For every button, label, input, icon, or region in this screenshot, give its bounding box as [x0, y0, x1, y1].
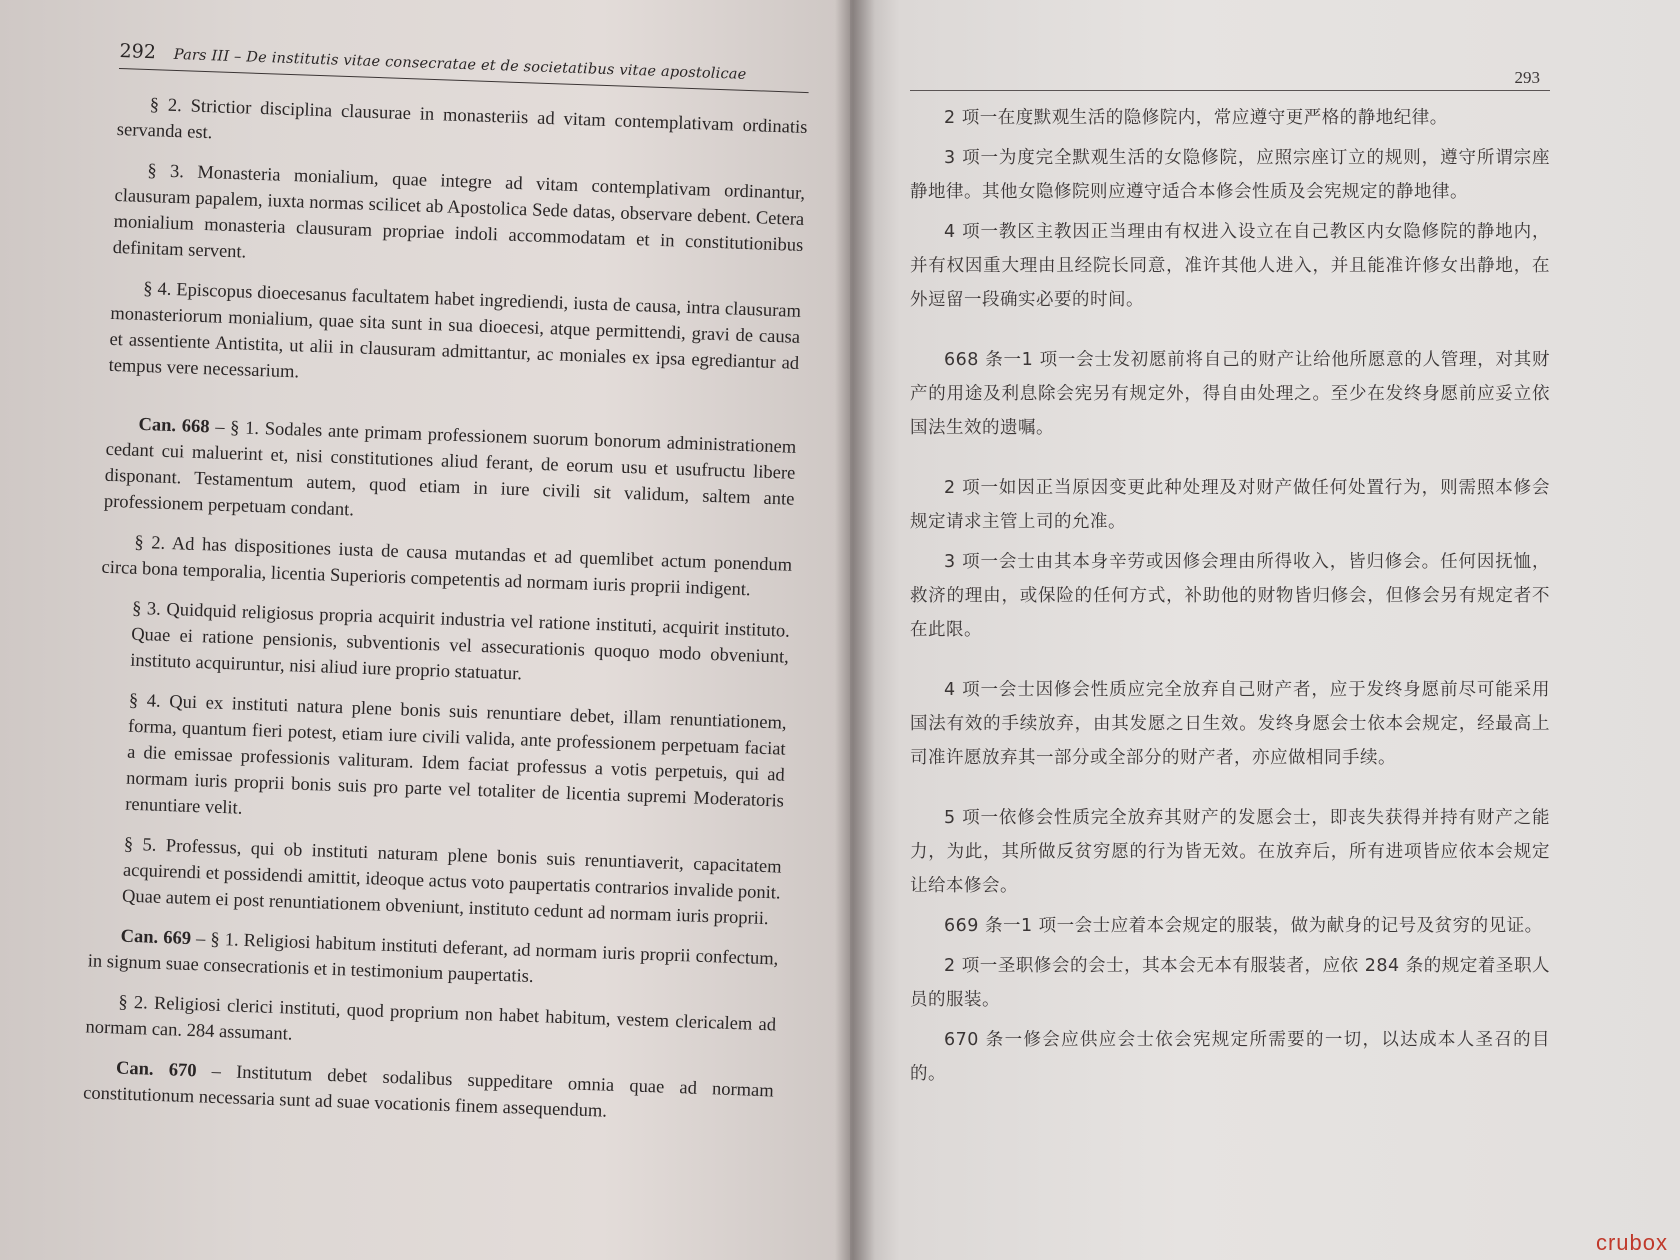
latin-paragraph: § 4. Episcopus dioecesanus facultatem habet ingrediendi, iusta de causa, intra clausuram monasteriorum monialium, quae sita sunt in sua dioecesi, atque permittendi, gravi de causa et assentiente Antistita, ut alii in clausuram admittantur, ac moniales ex ipsa egrediantur ad tempus vere necessarium. [108, 278, 802, 383]
chinese-text [910, 101, 1550, 1091]
latin-text [83, 91, 808, 1130]
chinese-paragraph: 4 项一教区主教因正当理由有权进入设立在自己教区内女隐修院的静地内，并有权因重大理由且经院长同意，准许其他人进入，并且能准许修女出静地，在外逗留一段确实必要的时间。 [910, 222, 1550, 310]
latin-paragraph: § 3. Monasteria monialium, quae integre ad vitam contemplativam ordinantur, clausuram papalem, iuxta normas scilicet ab Apostolica Sede datas, observare debent. Cetera monialium monasteria clausuram propriae indoli accommodatam et in constitutionibus definitam servent. [112, 161, 806, 263]
canon-668-label: Can. 668 [138, 414, 210, 438]
canon-669-paragraph-1 [87, 922, 778, 998]
canon-670-paragraph [83, 1054, 774, 1130]
left-page-content [82, 40, 809, 1144]
chinese-paragraph: 668 条一1 项一会士发初愿前将自己的财产让给他所愿意的人管理，对其财产的用途及利息除会宪另有规定外，得自由处理之。至少在发终身愿前应妥立依国法生效的遗嘱。 [910, 350, 1550, 438]
chinese-paragraph: 3 项一会士由其本身辛劳或因修会理由所得收入，皆归修会。任何因抚恤，救济的理由，或保险的任何方式，补助他的财物皆归修会，但修会另有规定者不在此限。 [910, 552, 1550, 640]
running-title: Pars III – De institutis vitae consecratae et de societatibus vitae apostolicae [173, 46, 747, 83]
latin-paragraph: § 2. Strictior disciplina clausurae in monasteriis ad vitam contemplativam ordinatis servanda est. [116, 95, 808, 144]
chinese-paragraph: 5 项一依修会性质完全放弃其财产的发愿会士，即丧失获得并持有财产之能力，为此，其所做反贫穷愿的行为皆无效。在放弃后，所有进项皆应依本会规定让给本修会。 [910, 808, 1550, 896]
canon-668-paragraph-4: § 4. Qui ex instituti natura plene bonis suis renuntiare debet, illam renuntiationem, forma, quantum fieri potest, etiam iure civili valida, ante professionem perpetuam faciat a die emissae professionis valituram. Idem faciat professus a votis perpetuis, qui ad normam iuris proprii bonis suis pro parte vel totaliter de licentia supremi Moderatoris renuntiare velit. [124, 690, 787, 819]
canon-669-paragraph-2: § 2. Religiosi clerici instituti, quod proprium non habet habitum, vestem clericalem ad normam can. 284 assumant. [85, 992, 777, 1045]
page-number-left: 292 [119, 40, 157, 64]
canon-668-paragraph-2: § 2. Ad has dispositiones iusta de causa mutandas et ad quemlibet actum ponendum circa bona temporalia, licentia Superioris competentis ad normam iuris proprii indigent. [101, 532, 793, 601]
chinese-paragraph: 2 项一圣职修会的会士，其本会无本有服装者，应依 284 条的规定着圣职人员的服装。 [910, 956, 1550, 1010]
chinese-paragraph: 2 项一如因正当原因变更此种处理及对财产做任何处置行为，则需照本修会规定请求主管上司的允准。 [910, 478, 1550, 532]
canon-670-label: Can. 670 [115, 1058, 197, 1082]
right-page-content [910, 68, 1550, 1097]
chinese-paragraph: 670 条一修会应供应会士依会宪规定所需要的一切，以达成本人圣召的目的。 [910, 1030, 1550, 1084]
canon-670-text: – Institutum debet sodalibus suppeditare omnia quae ad normam constitutionum necessaria sunt ad suae vocationis finem assequendum. [82, 1061, 775, 1122]
chinese-paragraph: 2 项一在度默观生活的隐修院内，常应遵守更严格的静地纪律。 [944, 108, 1448, 128]
chinese-paragraph: 4 项一会士因修会性质应完全放弃自己财产者，应于发终身愿前尽可能采用国法有效的手续放弃，由其发愿之日生效。发终身愿会士依本会规定，经最高上司准许愿放弃其一部分或全部分的财产者，亦应做相同手续。 [910, 680, 1550, 768]
book-gutter [835, 0, 875, 1260]
canon-669-text: – § 1. Religiosi habitum instituti deferant, ad normam iuris proprii confectum, in signum suae consecrationis et in testimonium paupertatis. [87, 929, 779, 987]
chinese-paragraph: 3 项一为度完全默观生活的女隐修院，应照宗座订立的规则，遵守所谓宗座静地律。其他女隐修院则应遵守适合本修会性质及会宪规定的静地律。 [910, 148, 1550, 202]
canon-668-text: – § 1. Sodales ante primam professionem suorum bonorum administrationem cedant cui maluerint et, nisi constitutiones aliud ferant, de eorum usu et usufructu libere disponant. Testamentum autem, quod etiam in iure civili sit validum, saltem ante professionem perpetuam condant. [103, 417, 797, 521]
page-number-right: 293 [1514, 68, 1540, 87]
canon-668-paragraph-5: § 5. Professus, qui ob instituti naturam plene bonis suis renuntiaverit, capacitatem acquirendi et possidendi amittit, ideoque actus voto paupertatis contrarios invalide ponit. Quae autem ei post renuntiationem obveniunt, instituto cedunt ad normam iuris proprii. [121, 834, 782, 930]
watermark: crubox [1595, 1230, 1668, 1255]
canon-668-paragraph-3: § 3. Quidquid religiosus propria acquirit industria vel ratione instituti, acquirit instituto. Quae ei ratione pensionis, subventionis vel assecurationis quoquo modo obveniunt, instituto acquiruntur, nisi aliud iure proprio statuatur. [129, 598, 791, 685]
right-running-head [910, 68, 1550, 91]
canon-669-label: Can. 669 [120, 926, 192, 950]
chinese-paragraph: 669 条一1 项一会士应着本会规定的服装，做为献身的记号及贫穷的见证。 [944, 916, 1543, 936]
